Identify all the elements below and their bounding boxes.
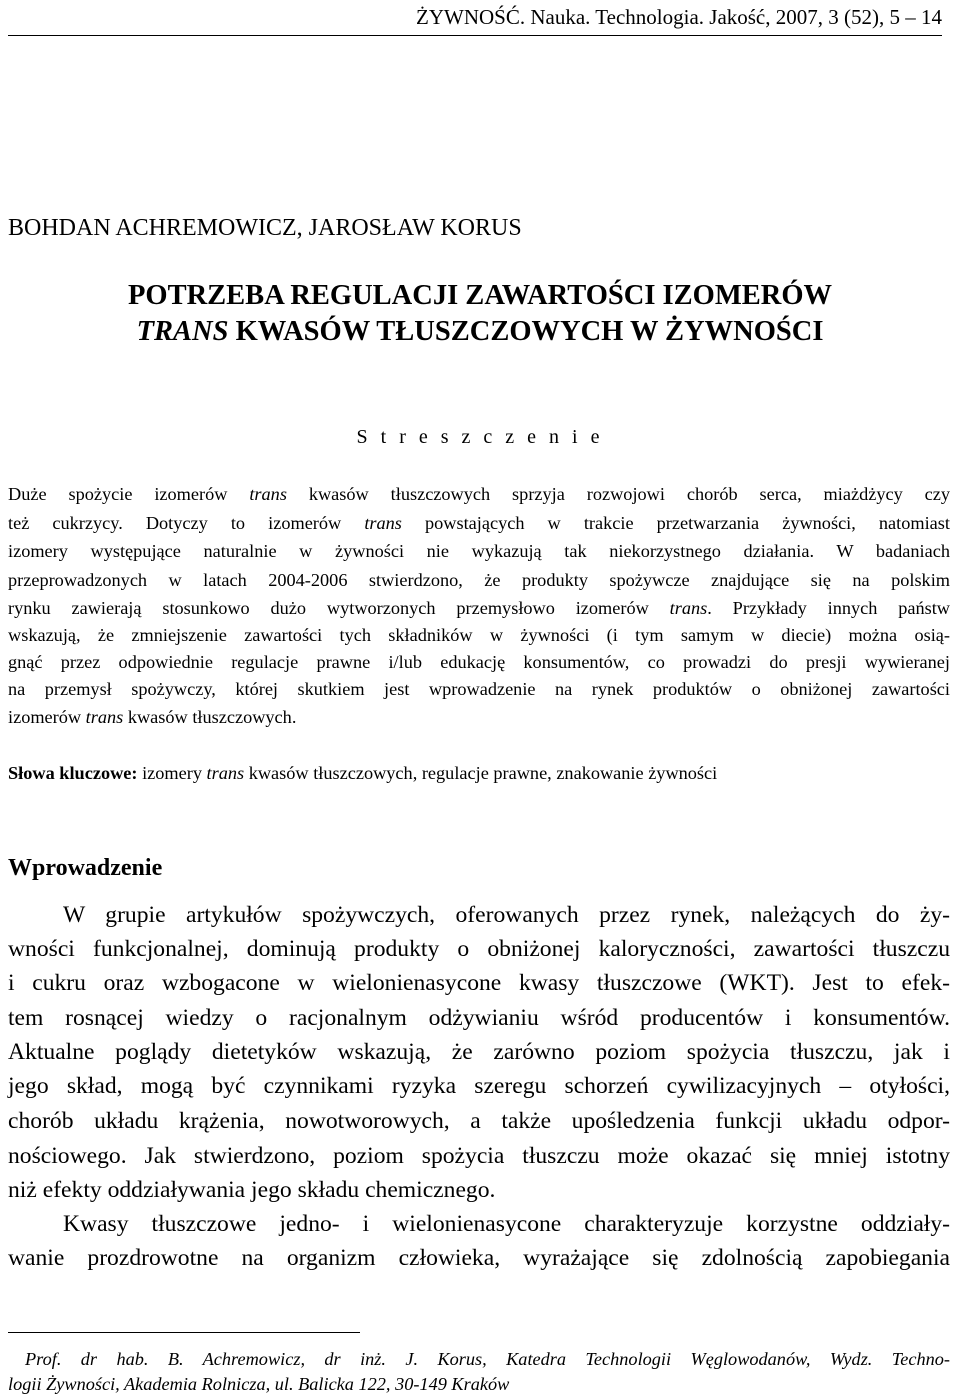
body-line: tem rosnącej wiedzy o racjonalnym odżywianiu wśród producentów i konsumentów. bbox=[8, 1005, 950, 1031]
running-head-rule bbox=[8, 35, 942, 36]
body-line: Aktualne poglądy dietetyków wskazują, że zarówno poziom spożycia tłuszczu, jak i bbox=[8, 1039, 950, 1065]
body-line: wności funkcjonalnej, dominują produkty o obniżonej kaloryczności, zawartości tłuszczu bbox=[8, 936, 950, 962]
article-title-line-2 bbox=[0, 313, 960, 351]
body-line: i cukru oraz wzbogacone w wielonienasycone kwasy tłuszczowe (WKT). Jest to efek- bbox=[8, 970, 950, 996]
body-line: niż efekty oddziaływania jego składu chemicznego. bbox=[8, 1177, 496, 1203]
body-line: jego skład, mogą być czynnikami ryzyka szeregu schorzeń cywilizacyjnych – otyłości, bbox=[8, 1073, 950, 1099]
footnote-rule bbox=[8, 1332, 360, 1333]
abstract-line: też cukrzycy. Dotyczy to izomerów trans powstających w trakcie przetwarzania żywności, natomiast bbox=[8, 513, 950, 533]
abstract-label: S t r e s z c z e n i e bbox=[356, 426, 604, 448]
footnote-line-2: logii Żywności, Akademia Rolnicza, ul. Balicka 122, 30-149 Kraków bbox=[8, 1374, 510, 1394]
abstract-line: wskazują, że zmniejszenie zawartości tych składników w żywności (i tym samym w diecie) można osią- bbox=[8, 625, 950, 645]
running-head-text: ŻYWNOŚĆ. Nauka. Technologia. Jakość, 2007, 3 (52), 5 – 14 bbox=[416, 5, 942, 29]
article-title-line-1: POTRZEBA REGULACJI ZAWARTOŚCI IZOMERÓW bbox=[128, 280, 832, 311]
abstract-line: Duże spożycie izomerów trans kwasów tłuszczowych sprzyja rozwojowi chorób serca, miażdżycy czy bbox=[8, 484, 950, 504]
section-heading-introduction: Wprowadzenie bbox=[8, 855, 163, 881]
footnote-line-1: Prof. dr hab. B. Achremowicz, dr inż. J. Korus, Katedra Technologii Węglowodanów, Wydz. Techno- bbox=[25, 1349, 950, 1369]
body-line: W grupie artykułów spożywczych, oferowanych przez rynek, należących do ży- bbox=[63, 902, 950, 928]
keywords: Słowa kluczowe: izomery trans kwasów tłuszczowych, regulacje prawne, znakowanie żywności bbox=[8, 763, 718, 783]
running-head bbox=[0, 2, 950, 32]
abstract-line: izomerów trans kwasów tłuszczowych. bbox=[8, 707, 297, 727]
abstract-line: na przemysł spożywczy, której skutkiem jest wprowadzenie na rynek produktów o obniżonej zawartości bbox=[8, 679, 950, 699]
body-line: wanie prozdrowotne na organizm człowieka, wyrażające się zdolnością zapobiegania bbox=[8, 1245, 950, 1271]
abstract-line: przeprowadzonych w latach 2004-2006 stwierdzono, że produkty spożywcze znajdujące się na polskim bbox=[8, 570, 950, 590]
abstract-line: izomery występujące naturalnie w żywności nie wykazują tak niekorzystnego działania. W badaniach bbox=[8, 541, 950, 561]
body-line: chorób układu krążenia, nowotworowych, a także upośledzenia funkcji układu odpor- bbox=[8, 1108, 950, 1134]
abstract-line: gnąć przez odpowiednie regulacje prawne i/lub edukację konsumentów, co prowadzi do presji wywieranej bbox=[8, 652, 950, 672]
authors: BOHDAN ACHREMOWICZ, JAROSŁAW KORUS bbox=[8, 215, 522, 241]
body-line: nościowego. Jak stwierdzono, poziom spożycia tłuszczu może okazać się mniej istotny bbox=[8, 1143, 950, 1169]
title-line-2-rest: KWASÓW TŁUSZCZOWYCH W ŻYWNOŚCI bbox=[228, 316, 824, 347]
keywords-label: Słowa kluczowe: bbox=[8, 763, 138, 783]
abstract-line: rynku zawierają stosunkowo dużo wytworzonych przemysłowo izomerów trans. Przykłady innych państw bbox=[8, 598, 950, 618]
title-italic-trans: TRANS bbox=[136, 316, 229, 347]
body-line: Kwasy tłuszczowe jedno- i wielonienasycone charakteryzuje korzystne oddziały- bbox=[63, 1211, 950, 1237]
